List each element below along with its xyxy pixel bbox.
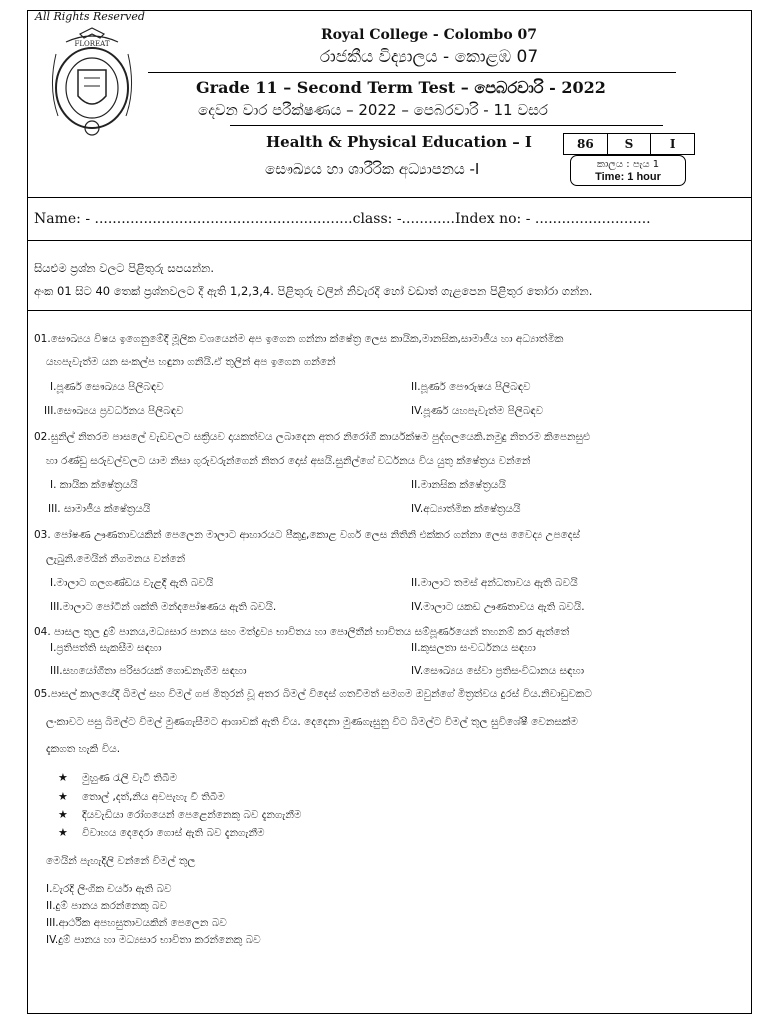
paper-code-box: [563, 133, 695, 155]
time-label-en: Time: 1 hour: [595, 171, 661, 183]
q2-option-2: II.මානසික ක්ෂේත්‍රයයි: [411, 479, 506, 491]
student-details-line: Name: - ..........................................................class: -............Index no: - ..........................: [34, 211, 651, 227]
instruction-2: අංක 01 සිට 40 තෙක් ප්‍රශ්නවලට දී ඇති 1,2,3,4. පිළිතුරු වලින් නිවැරදි හෝ වඩාත් ගැළපෙන පිළිතුර තෝරා ගන්න.: [34, 284, 593, 298]
q3-option-1: I.මාලාට ගලගණ්ඩය වැළදී ඇති බවයි: [50, 577, 214, 589]
subject-title-en: Health & Physical Education – I: [266, 133, 532, 151]
q5-line3: දැකගත හැකි විය.: [46, 743, 121, 755]
q4-option-4: IV.සෞඛ්‍යය සේවා ප්‍රතිසංවිධානය සඳහා: [411, 665, 585, 677]
q5-option-3: III.ආර්ථික අපහසුතාවයකින් පෙලෙන බව: [46, 917, 227, 929]
section-rule-2: [27, 240, 752, 241]
q3-option-4: IV.මාලාට යකඩ ඌණතාවය ඇති බවයි.: [411, 601, 585, 613]
time-label-si: කාලය : පැය 1: [596, 159, 660, 170]
school-name-en: Royal College - Colombo 07: [320, 27, 538, 43]
q4-option-1: I.ප්‍රතිපත්ති සැකසීම සඳහා: [50, 642, 162, 654]
q5-option-1: I.වැරදි ලිංගික චර්යා ඇති බව: [46, 883, 172, 895]
q1-line2: යහපැවැත්ම යන සංකල්ප හඳුනා ගනියි.ඒ තුලින් අප ඉගෙන ගන්නේ: [46, 356, 336, 368]
logo-motto: FLOREAT: [74, 40, 110, 48]
exam-title-en: Grade 11 – Second Term Test – පෙබරවාරි - 2022: [196, 78, 606, 97]
q5-option-4: IV.දුම් පානය හා මධ්‍යසාර භාවිතා කරන්නෙකු බව: [46, 934, 261, 946]
paper-code-part: I: [669, 137, 676, 151]
q4-line1: 04. පාසල තුල දුම් පානය,මධ්‍යසාර පානය සහ මත්ද්‍රව්‍ය භාවිතය හා පොලිතීන් භාවිතය සම්පූර්ණයෙන් තහනම් කර ඇත්තේ: [34, 626, 570, 638]
time-box: [570, 155, 686, 186]
q3-line1: 03. පෝෂණ ඌණතාවයකින් පෙලෙන මාලාට ආහාරයට පීකුදු,කොළ වර්ග ලෙස නිතිනි එක්කර ගන්නා ලෙස වෛද්‍ය උපදෙස්: [34, 529, 581, 541]
q1-line1: 01.සෞඛ්‍යය විෂය ඉගෙනුමේදී මූලික වශයෙන්ම අප ඉගෙන ගන්නා ක්ෂේත්‍ර ලෙස කායික,මානසික,සාමාජීය හා අධ්‍යාත්මික: [34, 333, 564, 345]
q5-line1: 05.පාසල් කාලයේදී බිමල් සහ විමල් ගජ මිතුරන් වූ අතර බිමල් විදෙස් ගතවීමත් සමගම ඔවුන්ගේ මිත්‍රත්වය දුරස් විය.නිවාඩුවකට: [34, 688, 592, 700]
q5-stem: මෙයින් පැහැදිලි වන්නේ විමල් තුල: [46, 855, 196, 867]
bullet-star-icon: ★: [58, 790, 68, 803]
q3-line2: ලැබුනි.මෙයින් නිගමනය වන්නේ: [46, 553, 186, 565]
q5-line2: ලංකාවට පසු බිමල්ට විමල් මුණගැසීමට ආශාවක් ඇති විය. දෙදෙනා මුණගැසුනු විට බිමල්ට විමල් තුල සුවිශේෂී වෙනසක්ම: [46, 716, 578, 728]
q3-option-3: III.මාලාට පෝටීන් ශක්ති මන්දපෝෂණය ඇති බවයි.: [50, 601, 277, 613]
exam-title-si: දෙවන වාර පරීක්ෂණය – 2022 – පෙබරවාරි - 11 වසර: [198, 101, 548, 119]
subject-title-si: සෞඛ්‍යය හා ශාරීරික අධ්‍යාපනය -I: [265, 160, 480, 178]
header-rule: [148, 72, 676, 73]
section-rule-3: [27, 310, 752, 311]
title-rule: [230, 125, 663, 126]
q2-option-4: IV.අධ්‍යාත්මික ක්ෂේත්‍රයයි: [411, 503, 521, 515]
q2-line1: 02.සුනිල් නිතරම පාසලේ වැඩවලට සක්‍රියව දායකත්වය ලබාදෙන අතර නිරෝගී කාර්යක්ෂම පුද්ගලයෙකි.නමුදු නිතරම කිපෙනසුළු: [34, 431, 591, 443]
q1-option-4: IV.පූර්ණ යහපැවැත්ම පිලිබඳව: [411, 405, 544, 417]
bullet-star-icon: ★: [58, 771, 68, 784]
q5-bullet-4: විවාහය දෙදෙරා ගොස් ඇති බව දැනගැනීම: [82, 827, 265, 839]
q5-bullet-2: තොල් ,දත්,නිය අවපැහැ වී තිබීම: [82, 791, 225, 803]
q5-bullet-1: මුහුණ රැලි වැටී තිබීම: [82, 772, 178, 784]
q5-bullet-3: දියවැඩියා රෝගයෙන් පෙළෙන්නෙකු බව දැනගැනීම: [82, 809, 302, 821]
q2-line2: හා රණ්ඩු සරුවල්වලට යාම නිසා ගුරුවරුන්ගෙන් නිතර දොස් අසයි.සුනිල්ගේ වර්ධනය විය යුතු ක්ෂේත්‍රය වන්නේ: [46, 455, 531, 467]
paper-code-number: 86: [564, 134, 608, 154]
q4-option-2: II.කුසලතා සංවර්ධනය සඳහා: [411, 642, 536, 654]
q1-option-3: III.සෞඛ්‍යය ප්‍රවර්ධනය පිලිබඳව: [44, 405, 184, 417]
q5-option-2: II.දුම් පානය කරන්නෙකු බව: [46, 900, 168, 912]
rights-notice: All Rights Reserved: [35, 10, 145, 23]
q1-option-1: I.පූර්ණ සෞඛ්‍යය පිලිබඳව: [50, 381, 164, 393]
q1-option-2: II.පූර්ණ පෞරුෂය පිලිබඳව: [411, 381, 531, 393]
section-rule: [27, 197, 752, 198]
bullet-star-icon: ★: [58, 808, 68, 821]
q2-option-3: III. සාමාජීය ක්ෂේත්‍රයයි: [48, 503, 151, 515]
q4-option-3: III.සහයෝගීතා පරිසරයක් ගොඩනැගීම සඳහා: [50, 665, 247, 677]
school-name-si: රාජකීය විද්‍යාලය - කොළඹ 07: [319, 47, 539, 67]
q2-option-1: I. කායික ක්ෂේත්‍රයයි: [50, 479, 138, 491]
instruction-1: සියළුම ප්‍රශ්න වලට පිළිතුරු සපයන්න.: [34, 261, 215, 275]
bullet-star-icon: ★: [58, 826, 68, 839]
paper-code-medium: S: [608, 134, 652, 154]
q3-option-2: II.මාලාට තමස් අන්ධතාවය ඇති බවයි: [411, 577, 578, 589]
